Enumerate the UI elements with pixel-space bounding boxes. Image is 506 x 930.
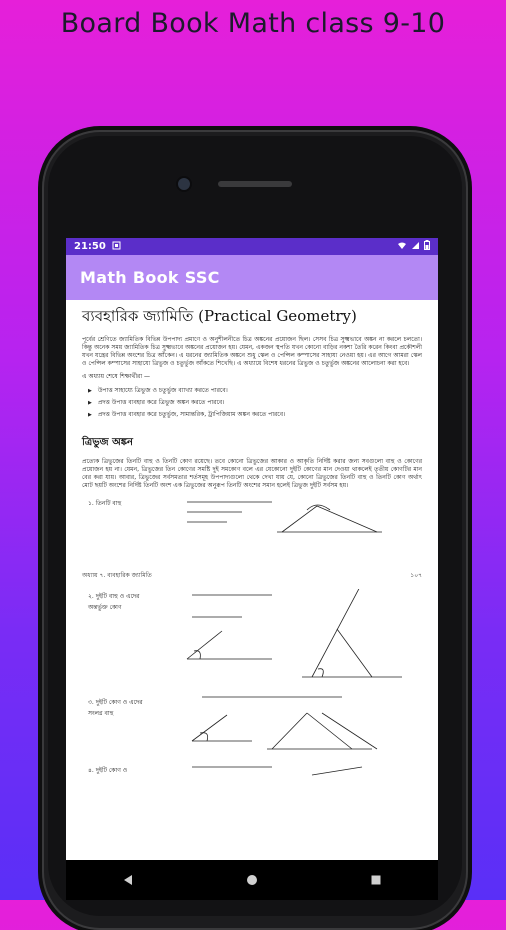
status-time: 21:50 bbox=[74, 241, 106, 252]
list-item: ▶ প্রদত্ত উপাত্ত ব্যবহার করে ত্রিভুজ অঙ্কন করতে পারবে। bbox=[88, 397, 422, 409]
chapter-heading: ব্যবহারিক জ্যামিতি (Practical Geometry) bbox=[82, 307, 357, 325]
figure-3 bbox=[82, 693, 422, 757]
figure-label: ৪. দুইটি কোণ ও bbox=[88, 767, 128, 774]
page-number: ১০৭ bbox=[410, 572, 422, 579]
signal-icon bbox=[411, 241, 420, 253]
wifi-icon bbox=[397, 241, 407, 253]
back-triangle-icon bbox=[122, 874, 134, 886]
figure-1 bbox=[82, 496, 422, 542]
outcomes-intro: এ অধ্যায় শেষে শিক্ষার্থীরা — bbox=[82, 373, 150, 380]
phone-screen bbox=[66, 238, 438, 900]
app-bar bbox=[66, 255, 438, 300]
app-title: Math Book SSC bbox=[80, 268, 220, 287]
section-paragraph: প্রত্যেক ত্রিভুজের তিনটি বাহু ও তিনটি কোণ রয়েছে। তবে কোনো ত্রিভুজের আকার ও আকৃতি নির্দিষ্ট করার জন্য সবগুলো বাহু ও কোণের প্রয়োজন হয় না। যেমন, ত্রিভুজের তিন কোণের সমষ্টি দুই সমকোণ বলে এর যেকোনো দুইটি কোণের মান দেওয়া থাকলেই তৃতীয় কোণটির মান বের করা যায়। আবার, ত্রিভুজের সর্বসমতার শর্তসমূহ উপপাদ্যগুলো থেকে দেখা যায় যে, কোনো ত্রিভুজের তিনটি বাহু ও তিনটি কোণ অর্থাৎ মোট ছয়টি অংশের নির্দিষ্ট তিনটি অংশ এক ত্রিভুজের অনুরূপ তিনটি অংশের সমান হলেই ত্রিভুজ দুইটি সর্বসম হয়। bbox=[82, 458, 422, 489]
list-item: ▶ উপাত্ত সাহায্যে ত্রিভুজ ও চতুর্ভুজ ব্যাখ্যা করতে পারবে। bbox=[88, 385, 422, 397]
figure-2 bbox=[82, 589, 422, 689]
construction-diagram bbox=[82, 763, 422, 787]
triangle-construction-diagram bbox=[82, 496, 422, 542]
figure-4 bbox=[82, 763, 422, 787]
status-bar bbox=[66, 238, 438, 255]
notification-icon bbox=[112, 241, 121, 253]
intro-paragraph: পূর্বের শ্রেণিতে জ্যামিতিক বিভিন্ন উপপাদ্য প্রমাণে ও অনুশীলনীতে চিত্র অঙ্কনের প্রয়োজন ছিল। সেসব চিত্র সুক্ষ্মভাবে অঙ্কন না করলে চলতো। কিন্তু অনেক সময় জ্যামিতিক চিত্র সুক্ষ্মভাবে অঙ্কনের প্রয়োজন হয়। যেমন, একজন স্থপতি যখন কোনো বাড়ির নকশা তৈরি করেন কিংবা প্রকৌশলী যখন যন্ত্রের বিভিন্ন অংশের চিত্র আঁকেন। এ ধরনের জ্যামিতিক অঙ্কনে শুধু স্কেল ও পেন্সিল কম্পাসের সাহায্য নেওয়া হয়। এর আগে আমরা স্কেল ও পেন্সিল কম্পাসের সাহায্যে ত্রিভুজ ও চতুর্ভুজ আঁকতে শিখেছি। এ অধ্যায়ে বিশেষ ধরনের ত্রিভুজ ও চতুর্ভুজ অঙ্কনের আলোচনা করা হবে। bbox=[82, 336, 422, 367]
page-footer bbox=[82, 570, 422, 581]
figure-label: ৩. দুইটি কোণ ও এদের সংলগ্ন বাহু bbox=[88, 699, 143, 717]
nav-home-button[interactable] bbox=[232, 865, 272, 895]
figure-label: ২. দুইটি বাহু ও এদের অন্তর্ভুক্ত কোণ bbox=[88, 593, 140, 611]
banner-title: Board Book Math class 9-10 bbox=[60, 8, 446, 39]
figure-label: ১. তিনটি বাহু bbox=[88, 500, 122, 507]
earpiece-speaker bbox=[218, 181, 292, 187]
list-item: ▶ প্রদত্ত উপাত্ত ব্যবহার করে চতুর্ভুজ, সামান্তরিক, ট্রাপিজিয়াম অঙ্কন করতে পারবে। bbox=[88, 409, 422, 421]
front-camera-icon bbox=[178, 178, 190, 190]
battery-icon bbox=[424, 240, 430, 253]
nav-back-button[interactable] bbox=[108, 865, 148, 895]
recents-square-icon bbox=[370, 874, 382, 886]
sas-construction-diagram bbox=[82, 589, 422, 689]
system-navigation-bar bbox=[66, 860, 438, 900]
home-circle-icon bbox=[246, 874, 258, 886]
section-heading: ত্রিভুজ অঙ্কন bbox=[82, 437, 133, 448]
nav-recents-button[interactable] bbox=[356, 865, 396, 895]
pdf-page-view[interactable] bbox=[66, 300, 438, 860]
asa-construction-diagram bbox=[82, 693, 422, 757]
page-footer-chapter: অধ্যায় ৭. ব্যবহারিক জ্যামিতি bbox=[82, 572, 152, 579]
learning-outcomes-list bbox=[88, 385, 422, 421]
